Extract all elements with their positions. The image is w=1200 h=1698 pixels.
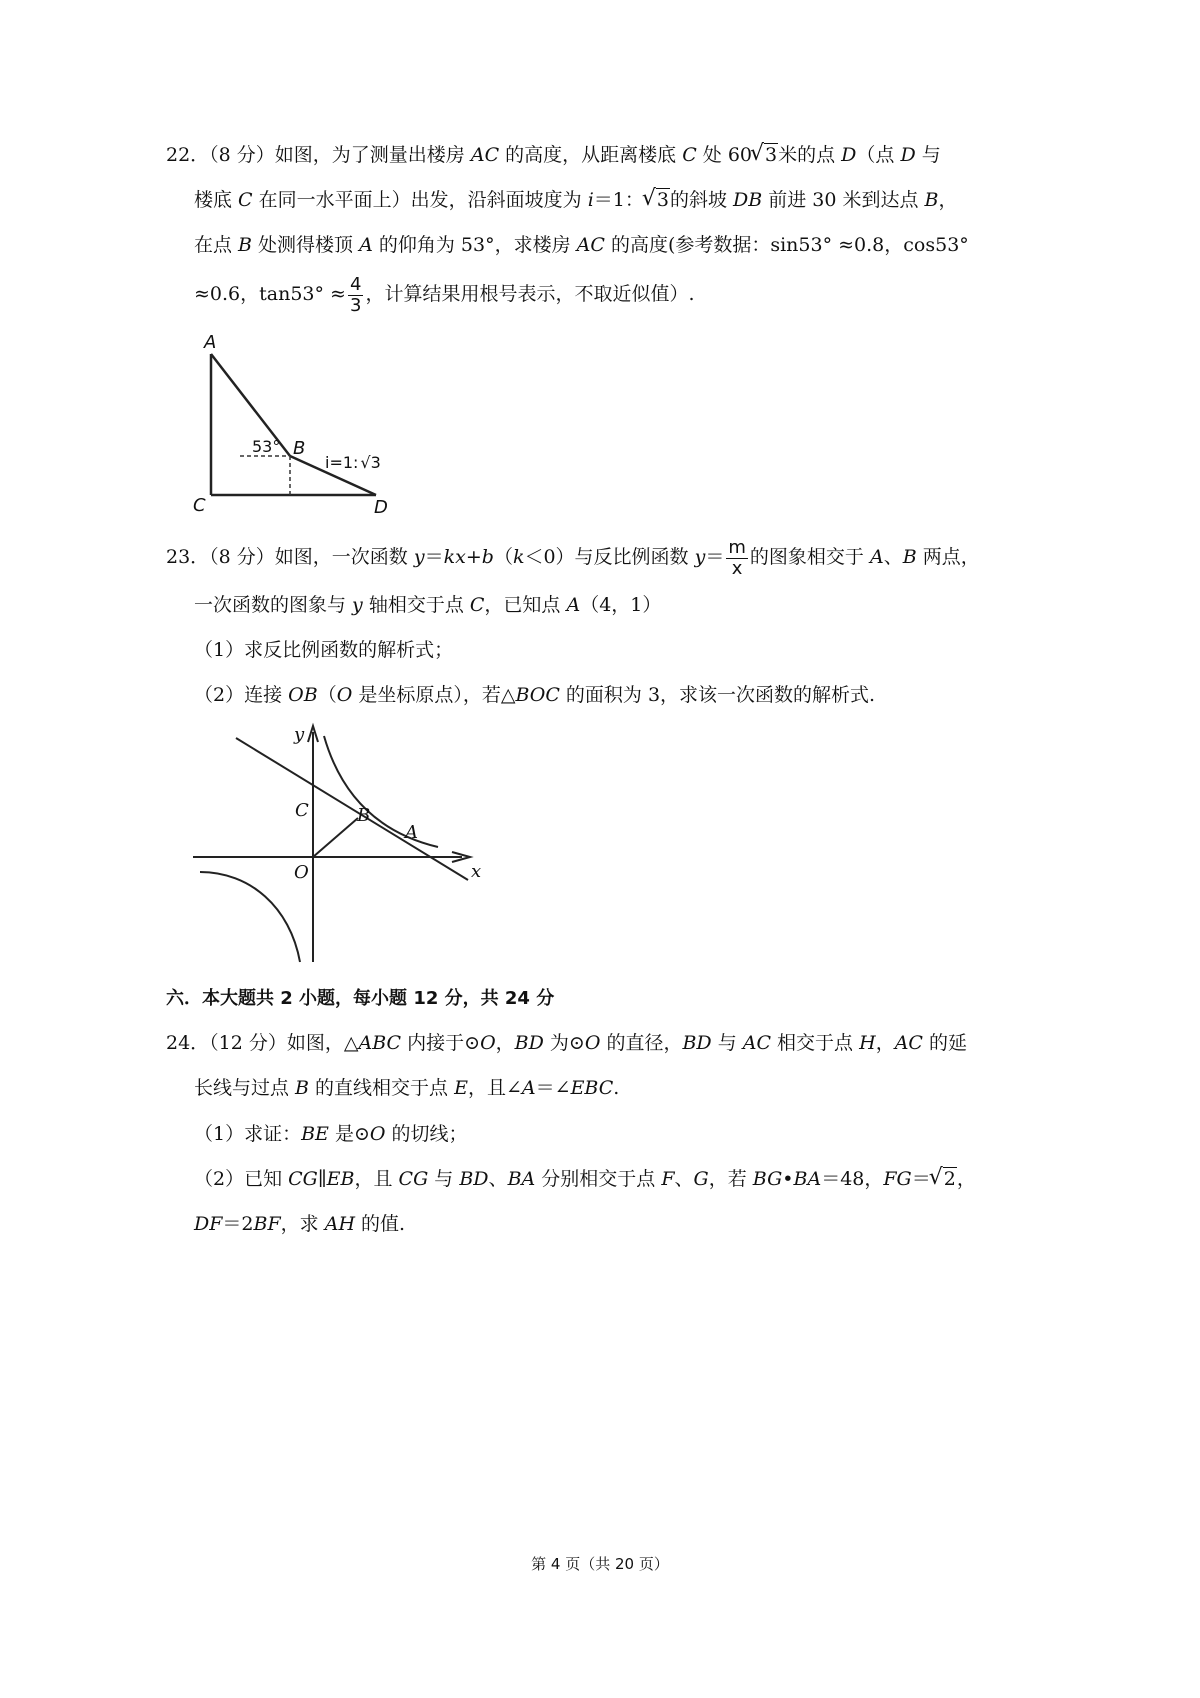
var-be: BE (301, 1123, 329, 1145)
q24-text: 的值. (355, 1213, 406, 1235)
q24-text: 内接于⊙ (401, 1032, 481, 1054)
q23-text: ＝ (705, 546, 725, 568)
q22-text: 米的点 (778, 144, 842, 166)
sqrt-2 (931, 1165, 957, 1193)
q23-text: 一次函数的图象与 (194, 594, 353, 616)
var-c: C (238, 189, 253, 211)
q22-line3 (194, 231, 969, 259)
q24-text: 的直线相交于点 (309, 1077, 455, 1099)
var-d: D (841, 144, 857, 166)
var-bd: BD (514, 1032, 544, 1054)
q24-text: ，若 (708, 1168, 753, 1190)
var-b: B (295, 1077, 310, 1099)
q24-text: 长线与过点 (194, 1077, 296, 1099)
q22-line1 (166, 141, 941, 169)
q23-text: 轴相交于点 (362, 594, 470, 616)
var-db: DB (733, 189, 763, 211)
q24-text: ∥ (317, 1168, 327, 1190)
var-abc: ABC (358, 1032, 402, 1054)
q23-text: （2）连接 (194, 684, 289, 706)
hyperbola-branch-q1 (324, 736, 438, 847)
var-a: A (521, 1077, 536, 1099)
q24-text: 与 (711, 1032, 743, 1054)
var-bg: BG (752, 1168, 783, 1190)
var-bd: BD (682, 1032, 712, 1054)
page-footer (0, 1553, 1200, 1574)
q22-text: 处 60 (696, 144, 753, 166)
q24-text: 的延 (922, 1032, 968, 1054)
q24-text: ， (495, 1032, 515, 1054)
var-ac: AC (470, 144, 500, 166)
q22-text: ，计算结果用根号表示，不取近似值）. (365, 283, 695, 305)
var-g: G (693, 1168, 709, 1190)
var-eb: EB (326, 1168, 355, 1190)
var-k: k (512, 546, 525, 568)
var-ba: BA (507, 1168, 536, 1190)
label-a: A (204, 332, 217, 353)
q23-figure (190, 722, 490, 967)
var-boc: BOC (515, 684, 560, 706)
q24-text: 、 (488, 1168, 508, 1190)
q24-text: 的切线； (385, 1123, 468, 1145)
label-d: D (374, 497, 388, 518)
var-o: O (480, 1032, 496, 1054)
q22-text: ＝1： (593, 189, 644, 211)
q22-line2 (194, 186, 958, 214)
slope-prefix: i=1: (325, 453, 359, 472)
q23-text: （ (317, 684, 337, 706)
var-cg: CG (398, 1168, 429, 1190)
var-h: H (859, 1032, 876, 1054)
q22-text: 在点 (194, 234, 239, 256)
var-ac: AC (894, 1032, 923, 1054)
q23-text: ＜0）与反比例函数 (524, 546, 695, 568)
var-y: y (694, 546, 706, 568)
label-b: B (357, 805, 371, 826)
q24-text: （1）求证： (194, 1123, 302, 1145)
q23-text: 23．（8 分）如图，一次函数 (166, 546, 414, 568)
label-b: B (293, 438, 306, 459)
var-d: D (900, 144, 916, 166)
q24-text: 的直径， (600, 1032, 683, 1054)
var-o: O (584, 1032, 601, 1054)
fraction-4-3 (348, 275, 363, 316)
var-bd: BD (459, 1168, 489, 1190)
slope-sqrt-value: 3 (370, 453, 381, 472)
var-a: A (359, 234, 373, 256)
q23-text: 的面积为 3，求该一次函数的解析式. (559, 684, 876, 706)
q23-line2 (194, 591, 661, 619)
var-ac: AC (742, 1032, 772, 1054)
var-b: B (902, 546, 917, 568)
var-b: B (924, 189, 939, 211)
q22-text: ， (938, 189, 958, 211)
var-ba: BA (793, 1168, 822, 1190)
q23-text: （4，1） (580, 594, 662, 616)
q24-text: ＝ (911, 1168, 931, 1190)
q22-text: 的高度(参考数据：sin53° ≈0.8，cos53° (604, 234, 969, 256)
sqrt-3 (752, 141, 778, 169)
var-b: b (481, 546, 494, 568)
var-o: O (369, 1123, 386, 1145)
q22-text: 的斜坡 (669, 189, 733, 211)
q23-part1-text: （1）求反比例函数的解析式； (194, 639, 454, 661)
sqrt-value: 3 (656, 189, 669, 211)
q23-text: 的图象相交于 (749, 546, 870, 568)
segment-ob (313, 818, 358, 857)
var-c: C (469, 594, 485, 616)
section-6-text: 六．本大题共 2 小题，每小题 12 分，共 24 分 (166, 988, 555, 1009)
label-origin: O (294, 862, 309, 883)
sqrt-3 (644, 186, 670, 214)
q22-line4 (194, 272, 694, 316)
var-kx: kx (443, 546, 466, 568)
label-x-axis: x (471, 861, 482, 882)
label-a: A (405, 822, 418, 843)
q24-text: 、 (674, 1168, 694, 1190)
var-c: C (682, 144, 697, 166)
q22-text: 前进 30 米到达点 (762, 189, 925, 211)
fraction-denominator: x (731, 557, 743, 579)
q24-text: 24．（12 分）如图，△ (166, 1032, 359, 1054)
q24-text: 与 (428, 1168, 460, 1190)
var-bf: BF (253, 1213, 281, 1235)
var-fg: FG (883, 1168, 912, 1190)
fraction-m-x (726, 538, 748, 579)
q24-line5 (194, 1210, 405, 1238)
var-y: y (352, 594, 363, 616)
q24-text: • (782, 1168, 794, 1190)
q24-line2 (194, 1074, 619, 1102)
q24-line1 (166, 1029, 967, 1057)
q22-text: 处测得楼顶 (252, 234, 360, 256)
var-i: i (587, 189, 594, 211)
q24-text: 为⊙ (543, 1032, 585, 1054)
q23-text: 、 (883, 546, 903, 568)
q24-text: ，且∠ (467, 1077, 522, 1099)
var-e: E (454, 1077, 468, 1099)
q24-text: . (613, 1077, 620, 1099)
hyperbola-branch-q3 (200, 872, 300, 962)
q22-text: 的仰角为 53°，求楼房 (372, 234, 577, 256)
q22-text: 22．（8 分）如图，为了测量出楼房 (166, 144, 471, 166)
q23-text: （ (493, 546, 513, 568)
label-angle-53: 53° (252, 437, 281, 456)
q22-text: 的高度，从距离楼底 (499, 144, 683, 166)
var-ob: OB (288, 684, 318, 706)
q23-text: ，已知点 (484, 594, 567, 616)
var-y: y (413, 546, 425, 568)
q24-text: （2）已知 (194, 1168, 289, 1190)
var-df: DF (194, 1213, 223, 1235)
var-o: O (336, 684, 353, 706)
q23-text: 是坐标原点），若△ (352, 684, 516, 706)
q24-part1 (194, 1120, 468, 1148)
var-a: A (869, 546, 884, 568)
q22-text: 在同一水平面上）出发，沿斜面坡度为 (252, 189, 588, 211)
q22-text: 与 (915, 144, 941, 166)
label-c: C (193, 495, 206, 516)
var-a: A (566, 594, 581, 616)
label-slope (325, 453, 381, 472)
var-f: F (661, 1168, 675, 1190)
label-c: C (295, 800, 309, 821)
q23-line1 (166, 535, 980, 579)
q24-text: ＝48， (821, 1168, 884, 1190)
var-ebc: EBC (570, 1077, 614, 1099)
linear-function-line (236, 738, 468, 880)
q24-text: 分别相交于点 (535, 1168, 662, 1190)
q22-text: ≈0.6，tan53° ≈ (194, 283, 346, 305)
q24-text: ，求 (280, 1213, 325, 1235)
q23-part1 (194, 636, 453, 664)
q23-text: 两点， (916, 546, 980, 568)
q22-text: （点 (856, 144, 901, 166)
fraction-numerator: m (728, 536, 746, 558)
q24-text: 是⊙ (328, 1123, 370, 1145)
q23-part2 (194, 681, 875, 709)
q24-text: ， (875, 1032, 895, 1054)
q24-part2 (194, 1165, 976, 1193)
page-number: 第 4 页（共 20 页） (531, 1555, 669, 1573)
q22-text: 楼底 (194, 189, 239, 211)
q24-text: 相交于点 (771, 1032, 860, 1054)
var-b: B (238, 234, 253, 256)
var-cg: CG (288, 1168, 318, 1190)
slope-sqrt-sign: √ (360, 453, 371, 472)
q24-text: ，且 (354, 1168, 399, 1190)
sqrt-value: 3 (765, 144, 778, 166)
var-ac: AC (576, 234, 605, 256)
q24-text: ＝2 (222, 1213, 254, 1235)
q24-text: ＝∠ (535, 1077, 571, 1099)
q23-text: + (465, 546, 482, 568)
fraction-numerator: 4 (349, 273, 362, 295)
section-6-heading (166, 985, 554, 1013)
q24-text: ， (956, 1168, 976, 1190)
sqrt-value: 2 (943, 1168, 956, 1190)
q22-figure (180, 330, 420, 525)
fraction-denominator: 3 (349, 294, 362, 316)
q23-text: ＝ (424, 546, 444, 568)
var-ah: AH (324, 1213, 356, 1235)
label-y-axis: y (294, 724, 305, 745)
